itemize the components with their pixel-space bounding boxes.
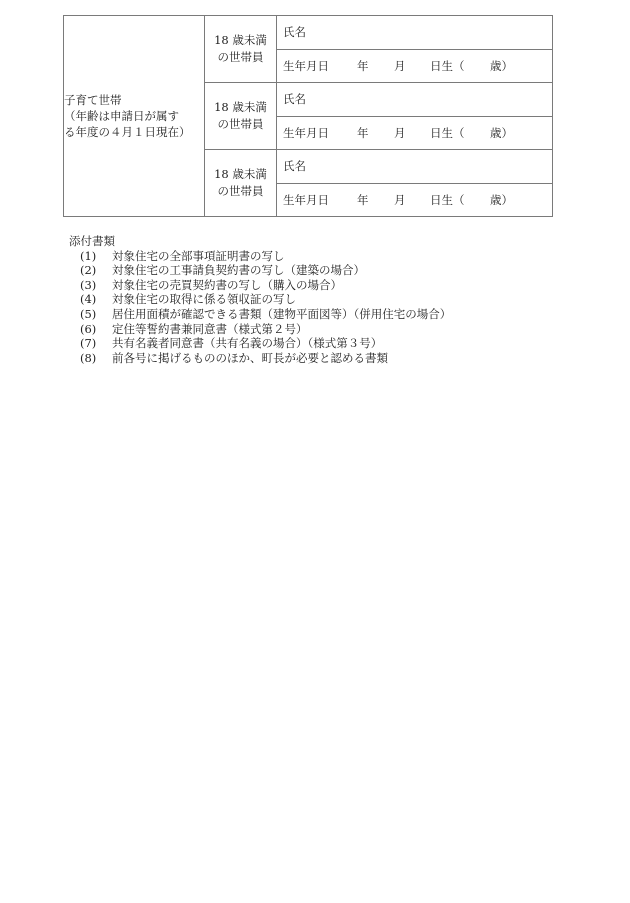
name-label: 氏名 [283,92,306,107]
item-text: 対象住宅の全部事項証明書の写し [112,248,285,263]
day-unit: 日生（ [430,125,465,140]
member-age-cell [205,16,277,83]
age-label: 18 歳未満 [214,33,267,47]
category-note-line2: る年度の４月１日現在） [64,125,191,139]
year-unit: 年 [357,58,369,73]
list-item [69,277,342,293]
age-label: 18 歳未満 [214,100,267,114]
age-label-sub: の世帯員 [217,117,264,131]
item-number: (4) [80,292,97,307]
item-text: 共有名義者同意書（共有名義の場合）（様式第３号） [112,336,383,351]
month-unit: 月 [394,58,406,73]
name-label: 氏名 [283,25,306,40]
dob-label: 生年月日 [283,58,329,73]
category-label: 子育て世帯 [64,93,122,107]
item-number: (6) [80,321,97,336]
name-label: 氏名 [283,159,306,174]
attachments-title: 添付書類 [69,234,115,248]
list-item [69,336,383,351]
item-text: 対象住宅の工事請負契約書の写し（建築の場合） [112,263,365,278]
item-number: (2) [80,263,97,278]
name-field[interactable] [277,16,553,50]
dob-field[interactable] [277,49,553,83]
attachments-section [69,234,452,365]
name-field[interactable] [277,150,553,184]
list-item [69,321,308,337]
list-item [69,263,365,278]
household-members-table [63,15,553,217]
dob-label: 生年月日 [283,125,329,140]
table-row [64,16,553,50]
age-unit: 歳） [490,125,513,140]
category-note-line1: （年齢は申請日が属す [64,109,179,123]
item-number: (7) [80,336,97,351]
list-item [69,350,388,366]
item-text: 対象住宅の取得に係る領収証の写し [112,292,296,307]
item-text: 対象住宅の売買契約書の写し（購入の場合） [112,277,342,292]
member-age-cell [205,150,277,217]
household-category-cell [64,16,205,217]
year-unit: 年 [357,125,369,140]
year-unit: 年 [357,192,369,207]
item-number: (3) [80,277,97,292]
age-label: 18 歳未満 [214,167,267,181]
age-label-sub: の世帯員 [217,184,264,198]
age-unit: 歳） [490,58,513,73]
dob-field[interactable] [277,116,553,150]
age-unit: 歳） [490,192,513,207]
day-unit: 日生（ [430,58,465,73]
item-number: (1) [80,248,97,263]
item-text: 前各号に掲げるもののほか、町長が必要と認める書類 [112,350,388,365]
dob-field[interactable] [277,183,553,217]
item-number: (8) [80,350,97,365]
member-age-cell [205,83,277,150]
item-text: 居住用面積が確認できる書類（建物平面図等）（併用住宅の場合） [112,306,452,321]
month-unit: 月 [394,125,406,140]
day-unit: 日生（ [430,192,465,207]
list-item [69,292,296,307]
list-item [69,306,452,322]
list-item [69,248,285,264]
dob-label: 生年月日 [283,192,329,207]
month-unit: 月 [394,192,406,207]
name-field[interactable] [277,83,553,117]
item-text: 定住等誓約書兼同意書（様式第２号） [112,321,308,336]
item-number: (5) [80,306,97,321]
age-label-sub: の世帯員 [217,50,264,64]
